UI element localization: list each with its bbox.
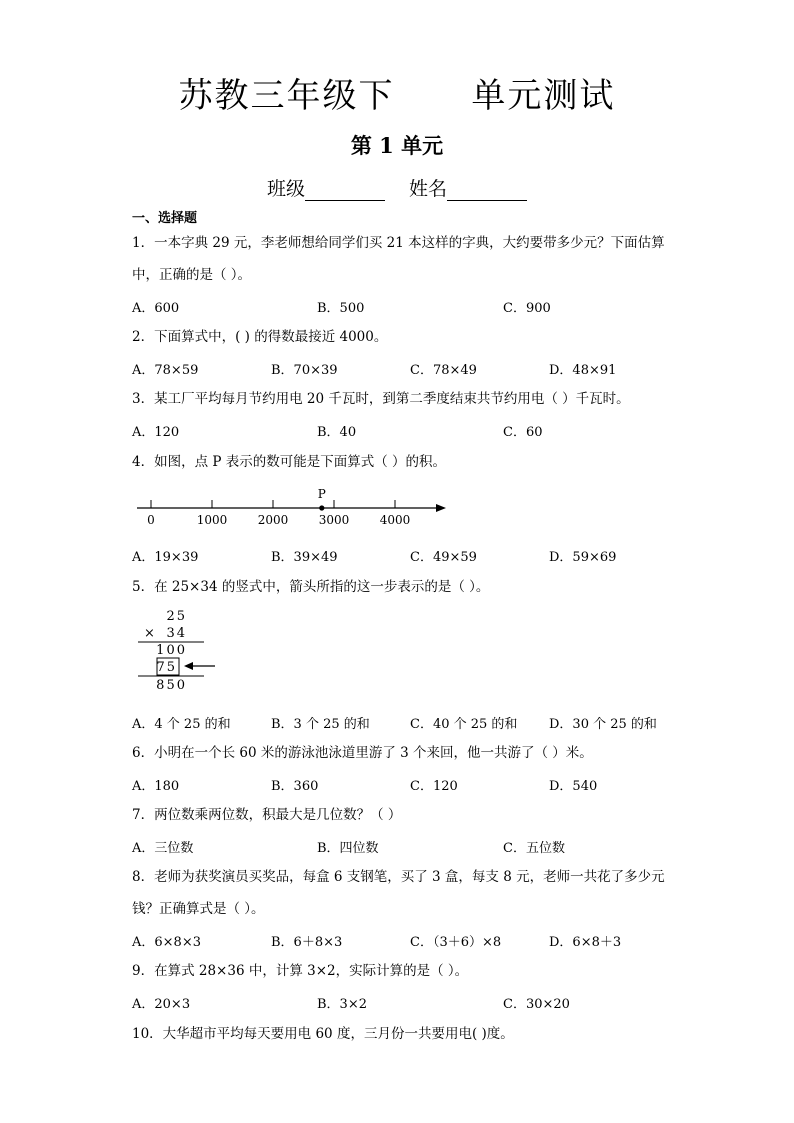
class-label: 班级 bbox=[266, 178, 305, 200]
number-line-tick-label: 3000 bbox=[318, 513, 350, 527]
option[interactable]: C．900 bbox=[503, 301, 551, 316]
option[interactable]: D．59×69 bbox=[549, 550, 617, 565]
option[interactable]: B．500 bbox=[317, 301, 365, 316]
option[interactable]: C．120 bbox=[410, 779, 458, 794]
option[interactable]: A．三位数 bbox=[132, 841, 194, 856]
option[interactable]: A．600 bbox=[132, 301, 180, 316]
section-title: 一、选择题 bbox=[132, 211, 198, 226]
final-result: 850 bbox=[156, 678, 187, 693]
question-4: 4．如图，点 P 表示的数可能是下面算式（ ）的积。 bbox=[132, 454, 447, 470]
partial-product-1: 100 bbox=[156, 643, 187, 658]
number-line-tick-label: 1000 bbox=[196, 513, 228, 527]
question-10: 10．大华超市平均每天要用电 60 度，三月份一共要用电( )度。 bbox=[132, 1026, 514, 1042]
question-9-options bbox=[132, 993, 692, 1013]
question-9: 9．在算式 28×36 中，计算 3×2，实际计算的是（ ）。 bbox=[132, 963, 469, 979]
number-line-tick-label: 0 bbox=[147, 513, 155, 527]
times-sign: × bbox=[144, 626, 157, 641]
question-7: 7．两位数乘两位数，积最大是几位数？（ ） bbox=[132, 807, 402, 823]
multiplicand: 25 bbox=[166, 609, 187, 624]
option[interactable]: B．39×49 bbox=[271, 550, 338, 565]
option[interactable]: B．四位数 bbox=[317, 841, 379, 856]
option[interactable]: D．48×91 bbox=[549, 363, 617, 378]
question-1: 1．一本字典 29 元，李老师想给同学们买 21 本这样的字典，大约要带多少元？下面估算中，正确的是（ ）。 bbox=[132, 235, 665, 283]
option[interactable]: D．30 个 25 的和 bbox=[549, 717, 657, 732]
question-5-options bbox=[132, 713, 692, 733]
number-line-tick-label: 4000 bbox=[379, 513, 411, 527]
question-8-options bbox=[132, 931, 692, 951]
question-5: 5．在 25×34 的竖式中，箭头所指的这一步表示的是（ ）。 bbox=[132, 579, 490, 595]
point-p-marker bbox=[319, 505, 324, 510]
number-line-figure bbox=[130, 484, 460, 530]
option[interactable]: A．180 bbox=[132, 779, 180, 794]
point-p-label: P bbox=[317, 487, 326, 501]
option[interactable]: C．五位数 bbox=[503, 841, 565, 856]
question-3-options bbox=[132, 421, 692, 441]
option[interactable]: A．6×8×3 bbox=[132, 935, 201, 950]
partial-product-2: 75 bbox=[156, 660, 177, 675]
question-6-options bbox=[132, 775, 692, 795]
option[interactable]: B．6＋8×3 bbox=[271, 935, 343, 950]
class-name-line bbox=[0, 174, 794, 201]
option[interactable]: A．20×3 bbox=[132, 997, 191, 1012]
option[interactable]: C．30×20 bbox=[503, 997, 570, 1012]
option[interactable]: B．3×2 bbox=[317, 997, 367, 1012]
vertical-multiplication-figure bbox=[130, 604, 230, 696]
option[interactable]: B．3 个 25 的和 bbox=[271, 717, 370, 732]
name-blank[interactable] bbox=[447, 180, 527, 201]
option[interactable]: D．540 bbox=[549, 779, 598, 794]
question-4-options bbox=[132, 546, 692, 566]
unit-subtitle: 第 1 单元 bbox=[350, 133, 444, 158]
question-2-options bbox=[132, 359, 692, 379]
option[interactable]: A．4 个 25 的和 bbox=[132, 717, 231, 732]
question-8: 8．老师为获奖演员买奖品，每盒 6 支钢笔，买了 3 盒，每支 8 元，老师一共花了多少元钱？正确算式是（ ）。 bbox=[132, 869, 665, 917]
page-title: 苏教三年级下 单元测试 bbox=[178, 76, 616, 116]
multiplier: 34 bbox=[166, 626, 187, 641]
option[interactable]: C．（3＋6）×8 bbox=[410, 935, 502, 950]
number-line-ticks bbox=[147, 500, 410, 527]
question-3: 3．某工厂平均每月节约用电 20 千瓦时，到第二季度结束共节约用电（ ）千瓦时。 bbox=[132, 391, 630, 407]
option[interactable]: B．360 bbox=[271, 779, 319, 794]
option[interactable]: D．6×8＋3 bbox=[549, 935, 622, 950]
option[interactable]: A．120 bbox=[132, 425, 180, 440]
class-blank[interactable] bbox=[305, 180, 385, 201]
name-label: 姓名 bbox=[409, 178, 448, 200]
question-6: 6．小明在一个长 60 米的游泳池泳道里游了 3 个来回，他一共游了（ ）米。 bbox=[132, 745, 593, 761]
option[interactable]: C．60 bbox=[503, 425, 543, 440]
option[interactable]: C．49×59 bbox=[410, 550, 477, 565]
question-7-options bbox=[132, 837, 692, 857]
number-line-tick-label: 2000 bbox=[257, 513, 289, 527]
question-1-options bbox=[132, 297, 692, 317]
question-2: 2．下面算式中，( ) 的得数最接近 4000。 bbox=[132, 329, 388, 345]
option[interactable]: C．40 个 25 的和 bbox=[410, 717, 518, 732]
option[interactable]: C．78×49 bbox=[410, 363, 477, 378]
option[interactable]: A．78×59 bbox=[132, 363, 199, 378]
option[interactable]: B．70×39 bbox=[271, 363, 338, 378]
option[interactable]: B．40 bbox=[317, 425, 357, 440]
option[interactable]: A．19×39 bbox=[132, 550, 199, 565]
